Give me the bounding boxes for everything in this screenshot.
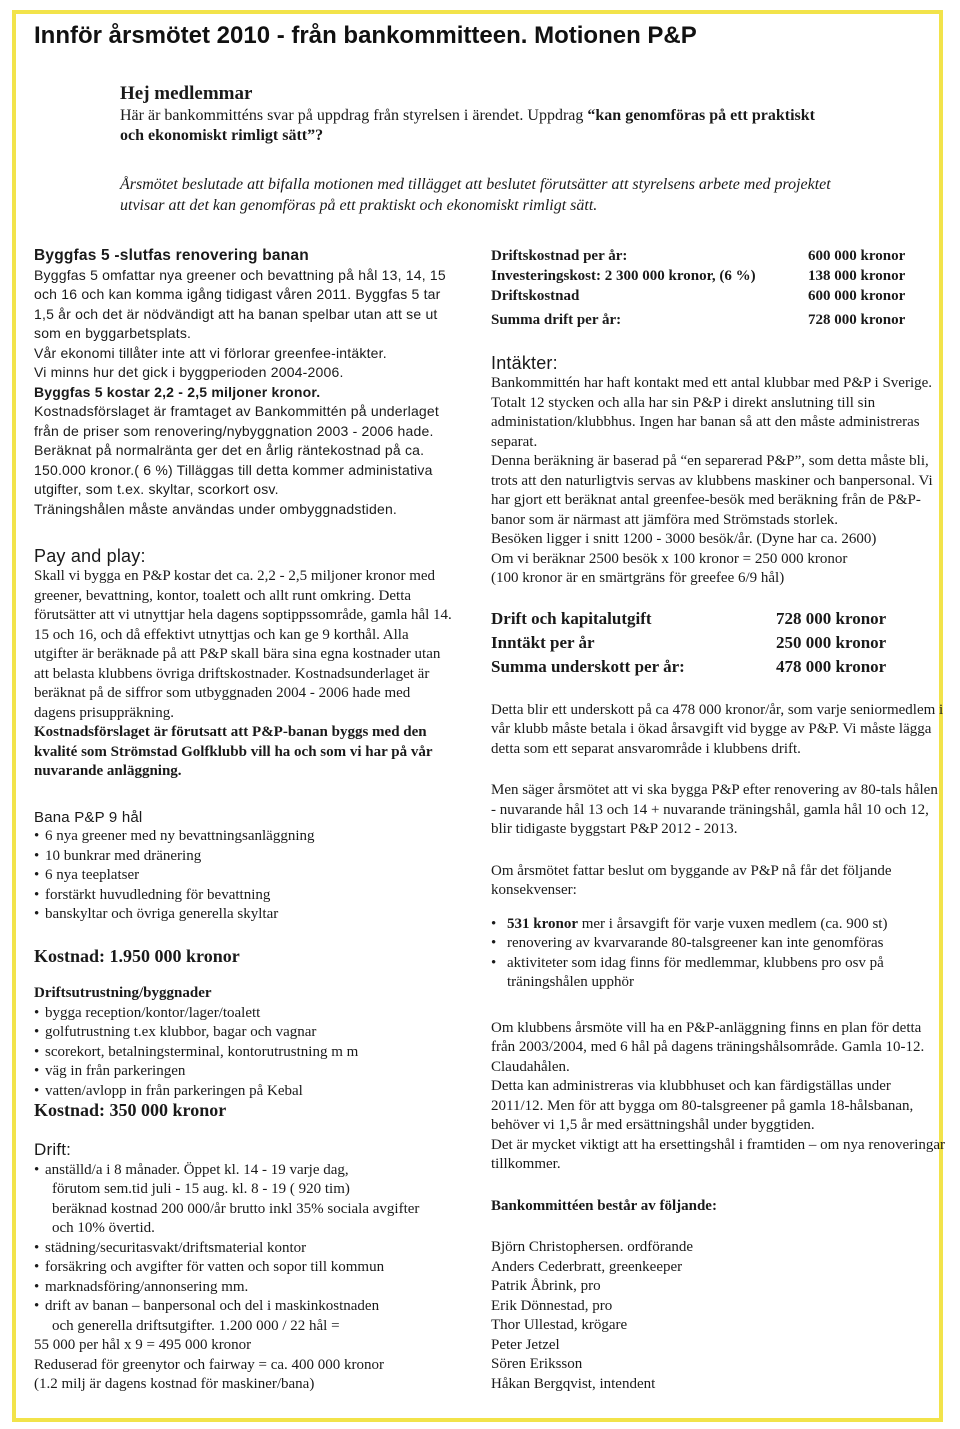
equipment-heading: Driftsutrustning/byggnader <box>34 985 212 1001</box>
ops-line: och 10% övertid. <box>52 1220 155 1236</box>
income-text: Bankommittén har haft kontakt med ett antal klubbar med P&P i Sverige. Totalt 12 stycken och alla har sin P&P i direkt anslutning till sin administation/klubbhus. Ingen har banan så att den måste administreras separat. <box>491 375 933 450</box>
greeting: Hej medlemmar <box>120 83 253 104</box>
list-item: • banskyltar och övriga generella skyltar <box>34 905 454 925</box>
decision-note: Årsmötet beslutade att bifalla motionen med tillägget att beslutet förutsätter att styrelsens arbete med projektet utvisar att det kan genomföras på ett praktiskt och ekonomiskt rimligt sätt. <box>120 176 831 214</box>
member-item: Sören Eriksson <box>491 1356 583 1372</box>
member-item: Patrik Åbrink, pro <box>491 1278 601 1294</box>
annual-meeting-text: Men säger årsmötet att vi ska bygga P&P efter renovering av 80-tals hålen - nuvarande hål 13 och 14 + nuvarande träningshål, gamla hål 10 och 12, blir tidigaste byggstart P&P 2012 - 2013. <box>491 782 938 837</box>
income-heading: Intäkter: <box>491 353 558 373</box>
member-item: Anders Cederbratt, greenkeeper <box>491 1258 683 1275</box>
operations-heading: Drift: <box>34 1139 72 1159</box>
deficit-text: Detta blir ett underskott på ca 478 000 kronor/år, som varje seniormedlem i vår klubb måste betala i ökad årsavgift vid bygge av P&P. Vi måste lägga detta som ett separat ansvarområde i klubbens drift. <box>491 701 944 757</box>
list-item: • forstärkt huvudledning för bevattning <box>34 886 454 906</box>
cost-value: 600 000 kronor <box>808 288 906 304</box>
pay-and-play-bold: Kostnadsförslaget är förutsatt att P&P-banan byggs med den kvalité som Strömstad Golfklubb vill ha och som vi har på vår nuvarande anläggning. <box>34 724 433 779</box>
cost-row <box>491 310 946 330</box>
list-item: • 6 nya greener med ny bevattningsanläggning <box>34 827 454 847</box>
total-row <box>491 607 946 631</box>
list-item <box>34 1161 454 1239</box>
member-item: Håkan Bergqvist, intendent <box>491 1375 656 1392</box>
member-item: Thor Ullestad, krögare <box>491 1317 628 1333</box>
cost-row <box>491 286 946 306</box>
alternative-text-2: Detta kan administreras via klubbhuset och kan färdigställas under 2011/12. Men för att bygga om 80-talsgreener på gamla 18-hålsbanan, behöver vi 1,5 år med ersättningshål under byggtiden. <box>491 1078 914 1133</box>
ops-line: och generella driftsutgifter. 1.200 000 / 22 hål = <box>52 1317 340 1334</box>
equipment-cost: Kostnad: 350 000 kronor <box>34 1100 227 1120</box>
member-item: Björn Christophersen. ordförande <box>491 1239 694 1255</box>
list-item: • 10 bunkrar med dränering <box>34 847 454 867</box>
total-label: Summa underskott per år: <box>491 656 685 676</box>
ops-line: • drift av banan – banpersonal och del i maskinkostnaden <box>45 1298 380 1314</box>
total-value: 250 000 kronor <box>776 632 887 652</box>
phase-heading: Byggfas 5 -slutfas renovering banan <box>34 247 309 264</box>
cost-label: Driftskostnad <box>491 288 580 304</box>
practice-text: Träningshålen måste användas under ombyggnadstiden. <box>34 500 398 517</box>
members-heading: Bankommittéen består av följande: <box>491 1197 717 1214</box>
intro-text-plain: Här är bankommitténs svar på uppdrag från styrelsen i ärendet. Uppdrag <box>120 107 588 124</box>
course-list <box>34 827 454 925</box>
cost-row <box>491 246 946 266</box>
list-item: • marknadsföring/annonsering mm. <box>34 1278 454 1298</box>
consequences-intro: Om årsmötet fattar beslut om byggande av P&P nå får det följande konsekvenser: <box>491 862 892 898</box>
member-item: Peter Jetzel <box>491 1336 560 1353</box>
left-column <box>34 246 454 1395</box>
ops-line: beräknad kostnad 200 000/år brutto inkl 35% sociala avgifter <box>52 1200 420 1217</box>
equipment-list <box>34 1004 454 1102</box>
alternative-text-3: Det är mycket viktigt att ha ersettingshål i framtiden – om nya renoveringar tillkommer. <box>491 1136 946 1172</box>
total-value: 728 000 kronor <box>776 608 887 628</box>
alternative-text: Om klubbens årsmöte vill ha en P&P-anläggning finns en plan för detta från 2003/2004, med 6 hål på dagens träningshålsområde. Gamla 10-12. Claudahålen. <box>491 1019 925 1075</box>
list-item: • scorekort, betalningsterminal, kontorutrustning m m <box>34 1043 454 1063</box>
list-item <box>34 1297 454 1336</box>
pay-and-play-text: Skall vi bygga en P&P kostar det ca. 2,2 - 2,5 miljoner kronor med greener, bevattning, kontor, toalett och allt runt omkring. Detta förutsätter att vi utnyttjar hela dagens soptippssområde, gamla hål 14. 15 och 16, och då effektivt utnyttjas och kan ge 9 korthål. Alla utgifter är beräknade på att P&P skall bära sina egna kostnader utan att belasta klubbens övriga driftskostnader. Kostnadsunderlaget är beräknat på de siffror som utbyggnaden 2004 - 2006 hade med dagens prisuppräkning. <box>34 568 452 721</box>
intro-text-bold: “kan genomföras på ett praktiskt och ekonomiskt rimligt sätt”? <box>120 107 815 144</box>
page-title: Innför årsmötet 2010 - från bankommitteen. Motionen P&P <box>34 22 697 49</box>
visits-note: (100 kronor är en smärtgräns för greefee 6/9 hål) <box>491 570 785 586</box>
consequences-list <box>491 915 946 993</box>
total-label: Drift och kapitalutgift <box>491 608 652 628</box>
cost-value: 600 000 kronor <box>808 248 906 264</box>
calc-text: Denna beräkning är baserad på “en separerad P&P”, som detta måste bli, trots att den naturligtvis servas av klubbens maskiner och banpersonal. Vi har gjort ett beräknat antal greenfee-besök med beräkning från de P&P-banor som är närmast att jämföra med Strömstads storlek. <box>491 453 933 528</box>
ops-line: • anställd/a i 8 månader. Öppet kl. 14 - 19 varje dag, <box>45 1161 349 1178</box>
right-column <box>491 246 946 1394</box>
visits-calc: Om vi beräknar 2500 besök x 100 kronor = 250 000 kronor <box>491 550 848 567</box>
intro-text <box>120 106 840 146</box>
cost-value: 728 000 kronor <box>808 312 906 328</box>
total-row <box>491 631 946 655</box>
total-value: 478 000 kronor <box>776 656 887 676</box>
members-list <box>491 1238 946 1394</box>
cost-label: Driftskostnad per år: <box>491 248 628 264</box>
consequence-text: mer i årsavgift för varje vuxen medlem (ca. 900 st) <box>577 915 888 932</box>
list-item: • forsäkring och avgifter för vatten och sopor till kommun <box>34 1258 454 1278</box>
cost-value: 138 000 kronor <box>808 268 906 284</box>
cost-label: Summa drift per år: <box>491 312 622 328</box>
consequence-bold: 531 kronor <box>507 915 578 932</box>
ops-line: förutom sem.tid juli - 15 aug. kl. 8 - 19 ( 920 tim) <box>52 1181 350 1197</box>
member-item: Erik Dönnestad, pro <box>491 1297 613 1314</box>
list-item: • städning/securitasvakt/driftsmaterial kontor <box>34 1239 454 1259</box>
intro-section <box>120 82 840 216</box>
list-item: • renovering av kvarvarande 80-talsgreener kan inte genomföras <box>491 934 946 954</box>
course-cost: Kostnad: 1.950 000 kronor <box>34 945 240 966</box>
course-heading: Bana P&P 9 hål <box>34 808 143 826</box>
list-item: • vatten/avlopp in från parkeringen på Kebal <box>34 1082 454 1102</box>
list-item: • golfutrustning t.ex klubbor, bagar och vagnar <box>34 1023 454 1043</box>
ops-reduced: Reduserad för greenytor och fairway = ca. 400 000 kronor <box>34 1356 385 1373</box>
list-item <box>491 915 946 935</box>
list-item: • aktiviteter som idag finns för medlemmar, klubbens pro osv på träningshålen upphör <box>491 954 946 993</box>
visits-text: Besöken ligger i snitt 1200 - 3000 besök/år. (Dyne har ca. 2600) <box>491 531 877 547</box>
economy-text: Vår ekonomi tillåter inte att vi förlorar greenfee-intäkter. <box>34 344 387 361</box>
total-row <box>491 655 946 679</box>
cost-label: Investeringskost: 2 300 000 kronor, (6 %) <box>491 268 756 284</box>
ops-calc: 55 000 per hål x 9 = 495 000 kronor <box>34 1337 252 1353</box>
cost-row <box>491 266 946 286</box>
estimate-text: Kostnadsförslaget är framtaget av Bankommittén på underlaget från de priser som renovering/nybyggnation 2003 - 2006 hade. Beräknat på normalränta ger det en årlig räntekostnad på ca. 150.000 kronor.( 6 %) Tilläggas till detta kommer administativa utgifter, som t.ex. skyltar, scorkort osv. <box>34 403 439 497</box>
phase-text: Byggfas 5 omfattar nya greener och bevattning på hål 13, 14, 15 och 16 och kan komma igång tidigast våren 2011. Byggfas 5 tar 1,5 år och det är nödvändigt att ha banan spelbar utan att se ut som en byggarbetsplats. <box>34 266 446 341</box>
list-item: • väg in från parkeringen <box>34 1062 454 1082</box>
phase-cost: Byggfas 5 kostar 2,2 - 2,5 miljoner kronor. <box>34 383 321 400</box>
list-item: • 6 nya teeplatser <box>34 866 454 886</box>
operations-list <box>34 1161 454 1337</box>
ops-machines: (1.2 milj är dagens kostnad för maskiner/bana) <box>34 1376 315 1392</box>
period-text: Vi minns hur det gick i byggperioden 2004-2006. <box>34 364 344 380</box>
pay-and-play-heading: Pay and play: <box>34 546 146 566</box>
list-item: • bygga reception/kontor/lager/toalett <box>34 1004 454 1024</box>
total-label: Inntäkt per år <box>491 632 595 652</box>
